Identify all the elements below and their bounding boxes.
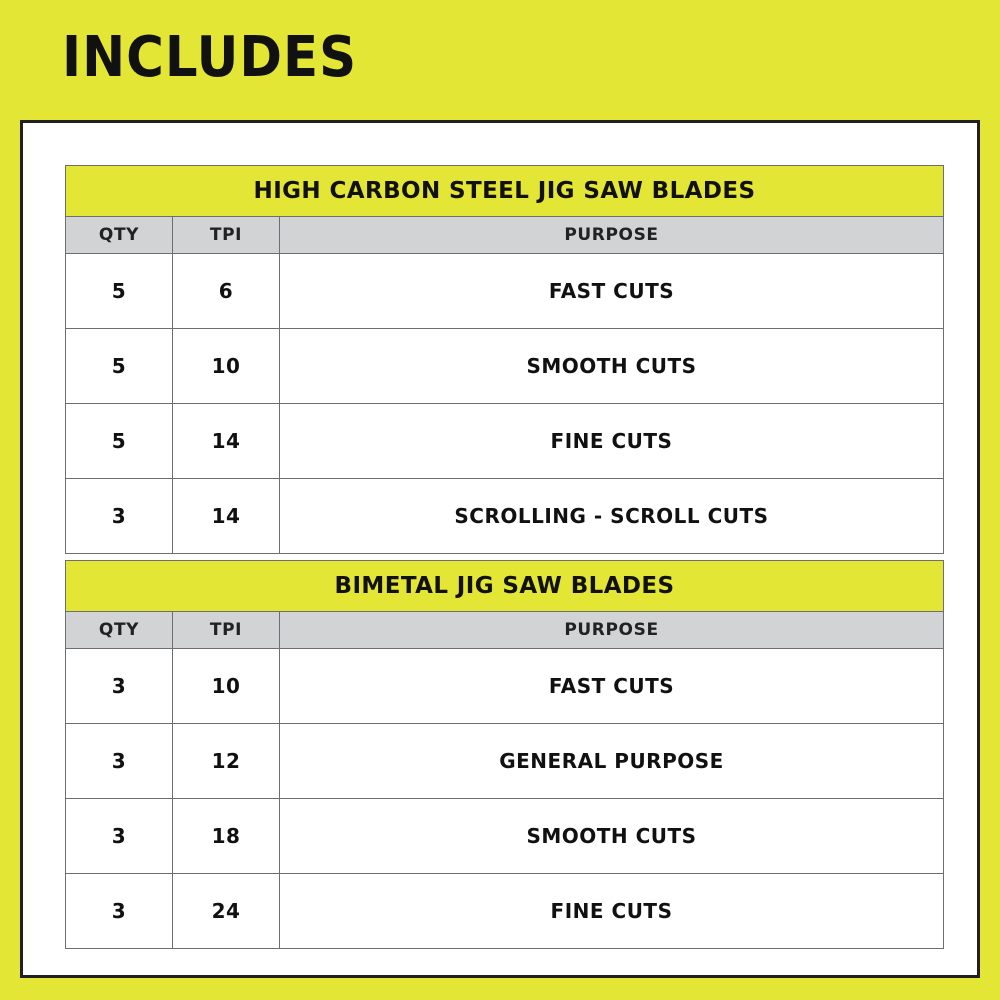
column-header-purpose: PURPOSE: [280, 217, 944, 254]
table-row: [66, 724, 944, 799]
spec-card: [20, 120, 980, 978]
table-bimetal: [65, 560, 944, 949]
table-row: [66, 329, 944, 404]
cell-purpose: FINE CUTS: [280, 404, 944, 479]
cell-tpi: 14: [173, 404, 280, 479]
table-header-row: [66, 217, 944, 254]
cell-tpi: 18: [173, 799, 280, 874]
table-high-carbon-steel: [65, 165, 944, 554]
cell-qty: 3: [66, 649, 173, 724]
table-row: [66, 799, 944, 874]
cell-purpose: SCROLLING - SCROLL CUTS: [280, 479, 944, 554]
cell-qty: 3: [66, 724, 173, 799]
cell-qty: 5: [66, 329, 173, 404]
table-band-row: [66, 561, 944, 612]
column-header-qty: QTY: [66, 217, 173, 254]
cell-qty: 5: [66, 404, 173, 479]
cell-purpose: FAST CUTS: [280, 649, 944, 724]
cell-qty: 3: [66, 479, 173, 554]
cell-tpi: 10: [173, 649, 280, 724]
cell-qty: 3: [66, 874, 173, 949]
column-header-tpi: TPI: [173, 217, 280, 254]
table-row: [66, 254, 944, 329]
table-header-row: [66, 612, 944, 649]
cell-tpi: 24: [173, 874, 280, 949]
table-row: [66, 404, 944, 479]
column-header-qty: QTY: [66, 612, 173, 649]
tables-container: [65, 165, 943, 949]
table-band-title: HIGH CARBON STEEL JIG SAW BLADES: [66, 166, 944, 217]
table-row: [66, 479, 944, 554]
table-band-title: BIMETAL JIG SAW BLADES: [66, 561, 944, 612]
cell-purpose: SMOOTH CUTS: [280, 799, 944, 874]
column-header-tpi: TPI: [173, 612, 280, 649]
cell-qty: 3: [66, 799, 173, 874]
cell-tpi: 10: [173, 329, 280, 404]
cell-purpose: FINE CUTS: [280, 874, 944, 949]
cell-purpose: GENERAL PURPOSE: [280, 724, 944, 799]
cell-purpose: SMOOTH CUTS: [280, 329, 944, 404]
cell-tpi: 12: [173, 724, 280, 799]
page-title: INCLUDES: [62, 25, 358, 90]
cell-tpi: 14: [173, 479, 280, 554]
table-row: [66, 649, 944, 724]
cell-tpi: 6: [173, 254, 280, 329]
cell-purpose: FAST CUTS: [280, 254, 944, 329]
cell-qty: 5: [66, 254, 173, 329]
table-row: [66, 874, 944, 949]
table-band-row: [66, 166, 944, 217]
column-header-purpose: PURPOSE: [280, 612, 944, 649]
